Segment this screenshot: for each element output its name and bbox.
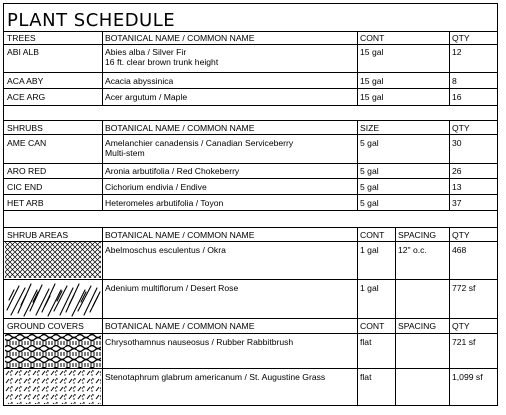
tree-note: 16 ft. clear brown trunk height (105, 57, 219, 67)
area-qty: 468 (452, 245, 467, 255)
shrubs-header-code: SHRUBS (7, 123, 43, 133)
stipple-hatch-swatch (5, 369, 101, 404)
rule (4, 88, 497, 89)
shrub-name: Cichorium endivia / Endive (105, 182, 207, 192)
area-spacing: 12" o.c. (398, 245, 427, 255)
ground-cont: flat (360, 372, 372, 382)
rule (4, 72, 497, 73)
shrubs-header-qty: QTY (452, 123, 470, 133)
trees-header-cont: CONT (360, 33, 385, 43)
shrub-qty: 37 (452, 198, 462, 208)
shrub-name: Heteromeles arbutifolia / Toyon (105, 198, 224, 208)
shrub-qty: 26 (452, 166, 462, 176)
rule (357, 227, 358, 405)
crosshatch-hatch-swatch (5, 242, 101, 278)
trees-header-qty: QTY (452, 33, 470, 43)
tree-cont: 15 gal (360, 47, 384, 57)
rule (357, 31, 358, 105)
shrub-code: CIC END (7, 182, 43, 192)
areas-header-name: BOTANICAL NAME / COMMON NAME (105, 230, 255, 240)
area-name: Abelmoschus esculentus / Okra (105, 245, 226, 255)
shrubs-header-name: BOTANICAL NAME / COMMON NAME (105, 123, 255, 133)
schedule-title: PLANT SCHEDULE (7, 10, 176, 31)
rule (4, 227, 497, 228)
rule (4, 134, 497, 135)
shrub-code: HET ARB (7, 198, 44, 208)
diagonal-hatch-swatch (5, 280, 101, 317)
tree-name: Abies alba / Silver Fir (105, 47, 187, 57)
ground-header-qty: QTY (452, 321, 470, 331)
rule (4, 194, 497, 195)
ground-header-code: GROUND COVERS (7, 321, 84, 331)
area-cont: 1 gal (360, 245, 379, 255)
rule (4, 44, 497, 45)
shrubs-header-size: SIZE (360, 123, 380, 133)
rule (449, 31, 450, 105)
woven-hatch-swatch (5, 334, 101, 368)
tree-cont: 15 gal (360, 76, 384, 86)
ground-header-cont: CONT (360, 321, 385, 331)
areas-header-code: SHRUB AREAS (7, 230, 69, 240)
tree-name: Acer argutum / Maple (105, 92, 188, 102)
shrub-name: Amelanchier canadensis / Canadian Serviceberry (105, 138, 294, 148)
rule (4, 31, 497, 32)
ground-cont: flat (360, 337, 372, 347)
rule (4, 210, 497, 211)
areas-header-spacing: SPACING (398, 230, 437, 240)
area-cont: 1 gal (360, 283, 379, 293)
rule (4, 178, 497, 179)
rule (357, 120, 358, 210)
tree-name: Acacia abyssinica (105, 76, 174, 86)
ground-qty: 721 sf (452, 337, 476, 347)
rule (4, 120, 497, 121)
ground-header-name: BOTANICAL NAME / COMMON NAME (105, 321, 255, 331)
rule (449, 120, 450, 210)
area-name: Adenium multiflorum / Desert Rose (105, 283, 239, 293)
shrub-name: Aronia arbutifolia / Red Chokeberry (105, 166, 240, 176)
ground-header-spacing: SPACING (398, 321, 437, 331)
ground-name: Chrysothamnus nauseosus / Rubber Rabbitbrush (105, 337, 294, 347)
rule (102, 227, 103, 405)
shrub-size: 5 gal (360, 138, 379, 148)
shrub-qty: 13 (452, 182, 462, 192)
shrub-qty: 30 (452, 138, 462, 148)
rule (102, 120, 103, 210)
shrub-code: AME CAN (7, 138, 47, 148)
tree-qty: 16 (452, 92, 462, 102)
areas-header-qty: QTY (452, 230, 470, 240)
tree-qty: 12 (452, 47, 462, 57)
tree-code: ACE ARG (7, 92, 46, 102)
shrub-code: ARO RED (7, 166, 47, 176)
rule (395, 227, 396, 405)
shrub-size: 5 gal (360, 198, 379, 208)
rule (4, 318, 497, 319)
areas-header-cont: CONT (360, 230, 385, 240)
trees-header-name: BOTANICAL NAME / COMMON NAME (105, 33, 255, 43)
trees-header-code: TREES (7, 33, 36, 43)
area-qty: 772 sf (452, 283, 476, 293)
shrub-size: 5 gal (360, 182, 379, 192)
rule (449, 227, 450, 405)
shrub-note: Multi-stem (105, 148, 145, 158)
tree-cont: 15 gal (360, 92, 384, 102)
rule (4, 163, 497, 164)
ground-qty: 1,099 sf (452, 372, 483, 382)
rule (4, 105, 497, 106)
plant-schedule-table (3, 3, 498, 406)
tree-qty: 8 (452, 76, 457, 86)
rule (102, 31, 103, 105)
ground-name: Stenotaphrum glabrum americanum / St. Augustine Grass (105, 372, 326, 382)
tree-code: ABI ALB (7, 47, 40, 57)
shrub-size: 5 gal (360, 166, 379, 176)
tree-code: ACA ABY (7, 76, 44, 86)
